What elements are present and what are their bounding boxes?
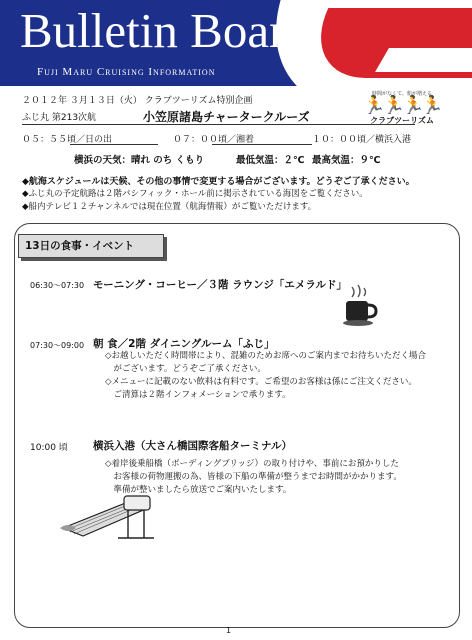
logo-figures-icon: 🏃🏃🏃🏃 [363, 95, 441, 116]
notice-schedule: ◆航海スケジュールは天候、その他の事情で変更する場合がございます。どうぞご了承ください。 [22, 177, 415, 187]
page-subtitle: Fuji Maru Cruising Information [37, 66, 216, 78]
masthead [0, 0, 472, 86]
event-note: 準備が整いましたら放送でご案内いたします。 [105, 485, 292, 495]
coffee-cup-icon [340, 283, 380, 327]
divider [22, 124, 415, 125]
page-title: Bulletin Board [20, 3, 310, 58]
event-note: ◇メニューに記載のない飲料は有料です。ご希望のお客様は係にご注文ください。 [105, 377, 417, 387]
underline [70, 144, 158, 145]
cruise-name: 小笠原諸島チャータークルーズ [143, 110, 310, 124]
max-temperature: 最高気温：９℃ [312, 155, 381, 166]
event-title: 横浜入港（大さん橋国際客船ターミナル） [93, 440, 292, 452]
sunrise-time: ０５：５５頃／日の出 [22, 135, 113, 145]
masthead-white-accent [375, 48, 472, 72]
logo-name: クラブツーリズム [370, 116, 434, 125]
event-time: 10:00 頃 [30, 443, 68, 453]
event-time: 07:30〜09:00 [30, 341, 85, 350]
gangway-illustration [58, 488, 158, 548]
notice-route-map: ◆ふじ丸の予定航路は２階パシフィック・ホール前に掲示されている海図をご覧ください。 [22, 189, 368, 199]
event-title: 朝 食／2階 ダイニングルーム「ふじ」 [93, 338, 275, 350]
page-number: 1 [226, 626, 232, 635]
event-note: がございます。どうぞご了承ください。 [105, 364, 266, 374]
departure-time: １０：００頃／横浜入港 [312, 135, 412, 145]
event-note: ◇お越しいただく時間帯により、混雑のためお席へのご案内までお待ちいただく場合 [105, 351, 427, 361]
logo-catchphrase: 時間がなくて、船が増える [372, 91, 432, 97]
event-note: お客様の荷物運搬の為、皆様の下船の準備が整うまでお時間がかかります。 [105, 472, 402, 482]
date-line: ２０１２年 ３月１３日（火） クラブツーリズム特別企画 [22, 96, 253, 106]
notice-tv-channel: ◆船内テレビ１２チャンネルでは現在位置（航海情報）がご覧いただけます。 [22, 202, 317, 212]
club-tourism-logo [362, 90, 442, 126]
underline [268, 144, 312, 145]
event-note: ご清算は２階インフォメーションで承ります。 [105, 390, 291, 400]
event-time: 06:30〜07:30 [30, 281, 85, 290]
section-heading: 13日の食事・イベント [18, 234, 164, 258]
min-temperature: 最低気温：２℃ [236, 155, 305, 166]
voyage-number: ふじ丸 第213次航 [22, 113, 97, 123]
event-title: モーニング・コーヒー／３階 ラウンジ「エメラルド」 [93, 279, 348, 291]
event-note: ◇着岸後乗船橋（ボーディングブリッジ）の取り付けや、事前にお預かりした [105, 459, 399, 469]
arrival-time: ０７：００頃／湘着 [173, 135, 255, 145]
weather-forecast: 横浜の天気：晴れ のち くもり [74, 155, 205, 166]
